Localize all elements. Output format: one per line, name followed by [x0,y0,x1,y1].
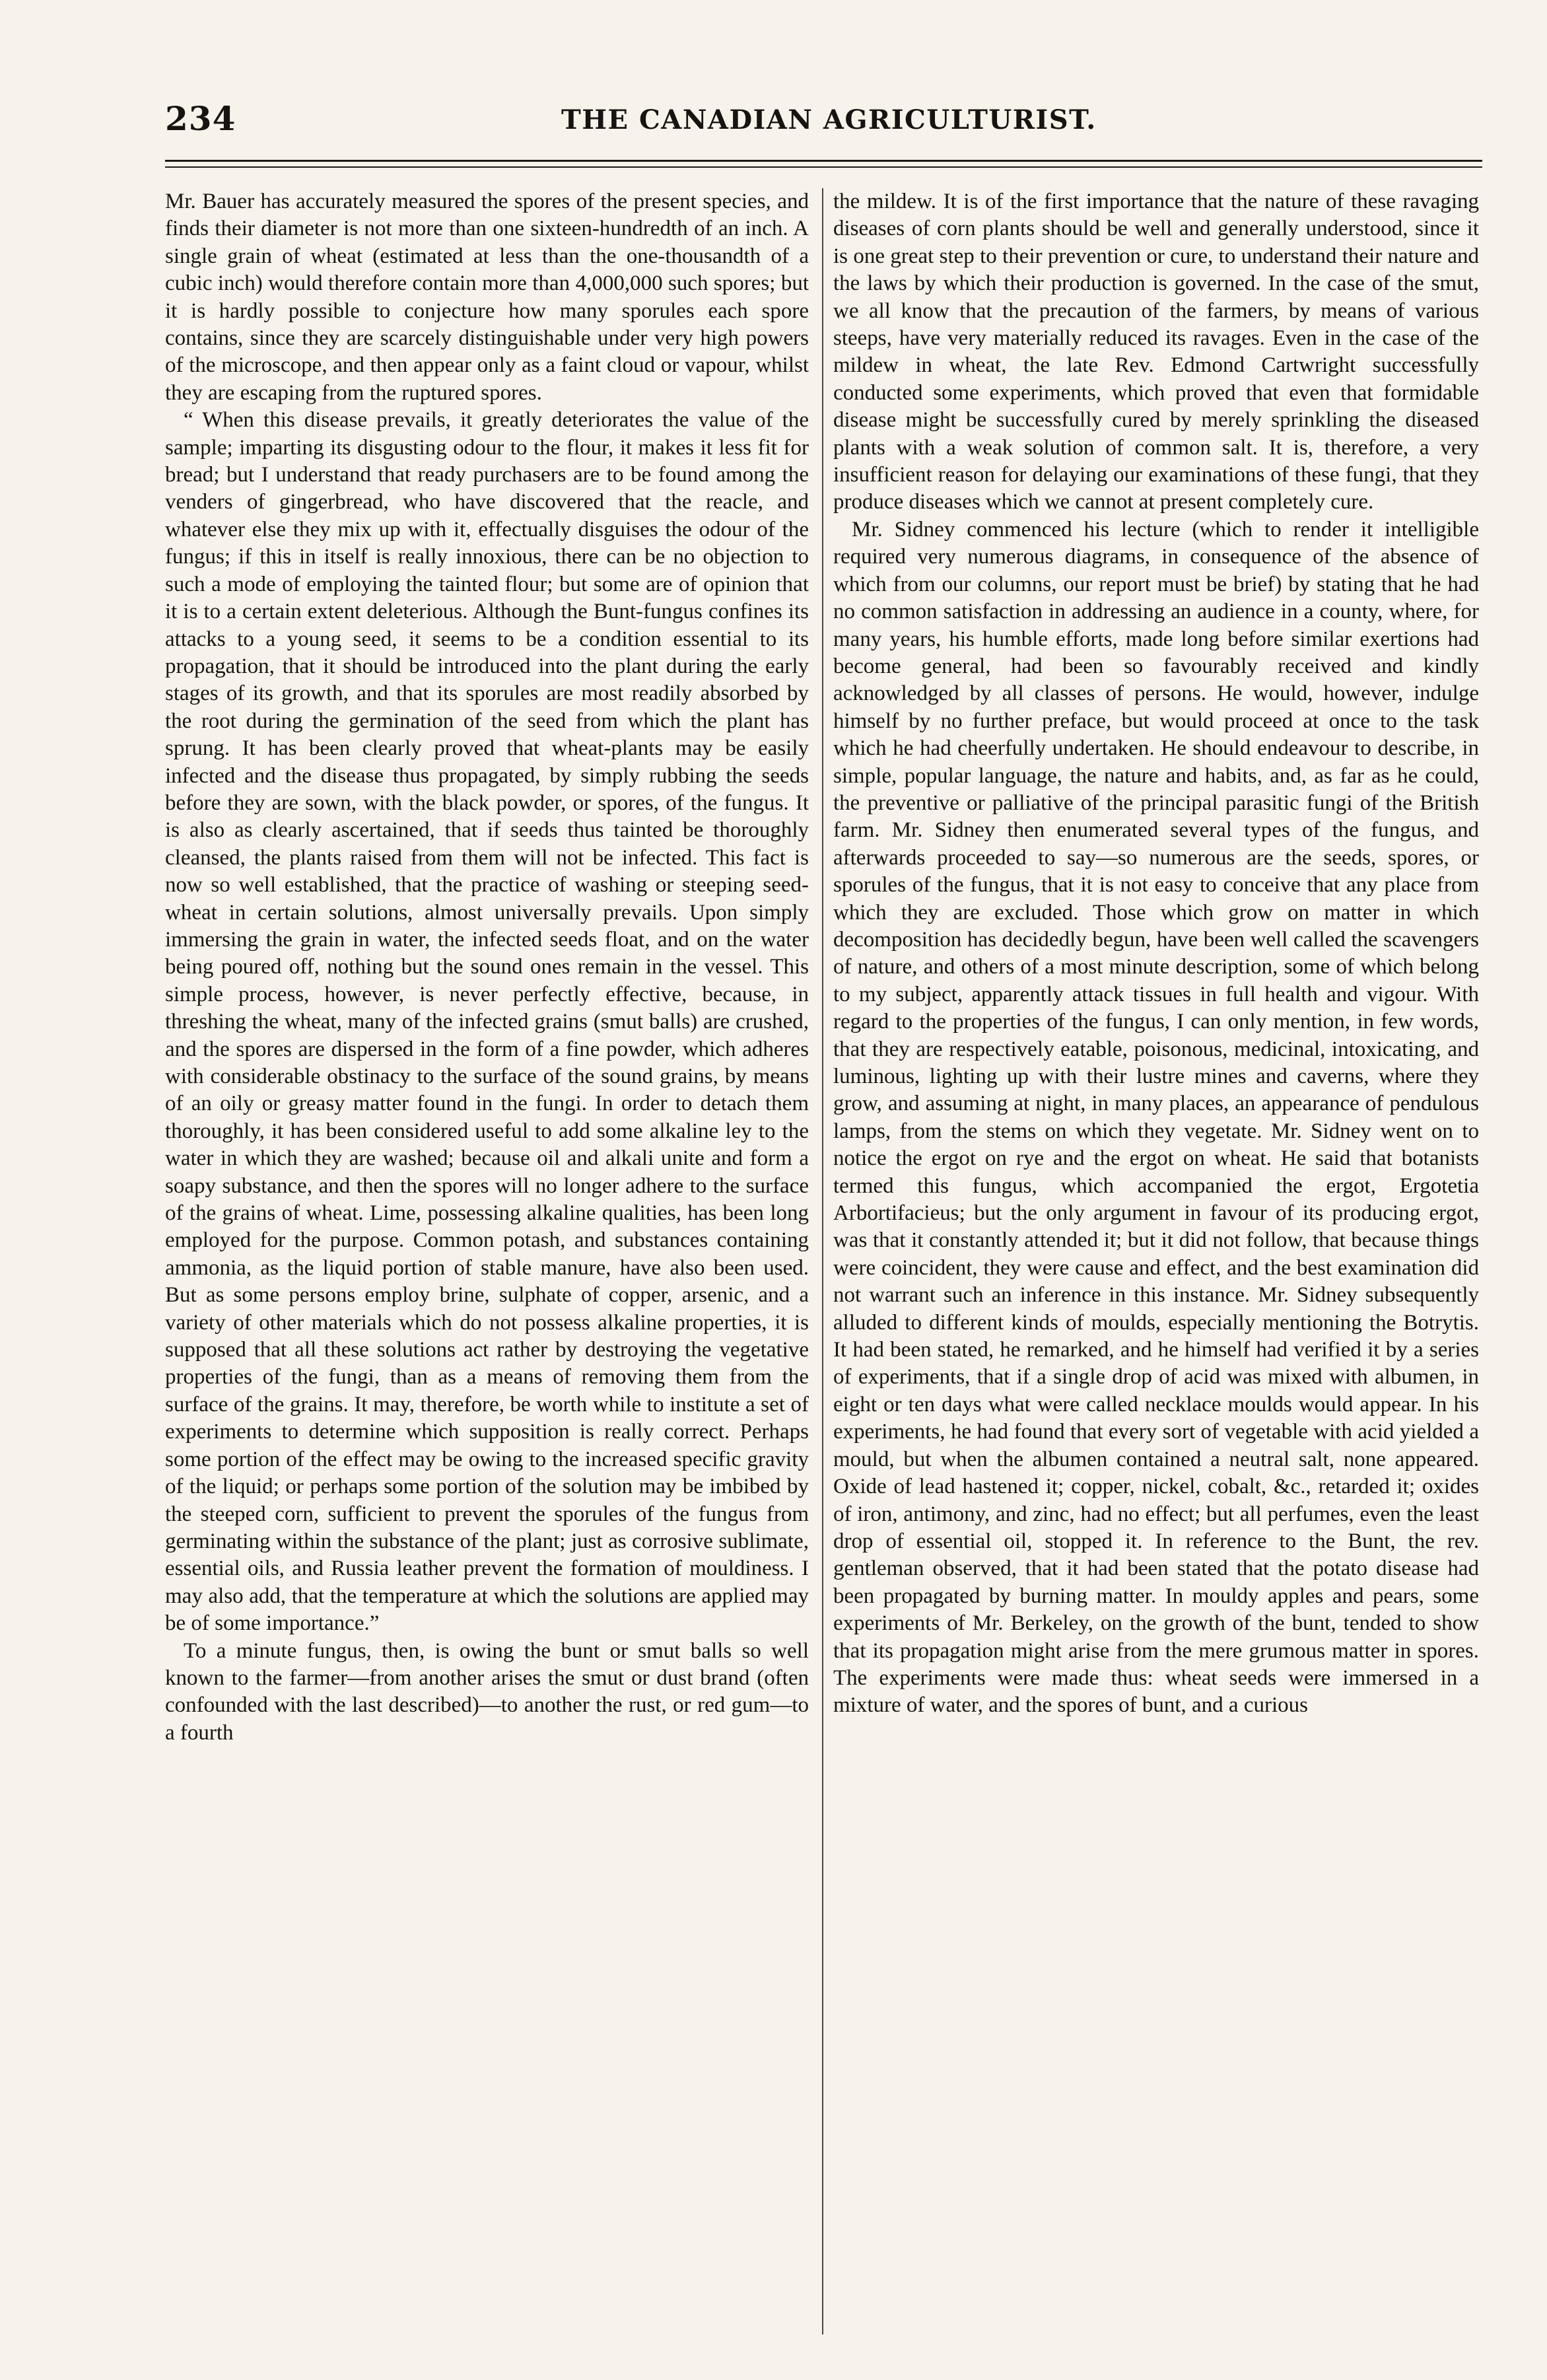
right-paragraph-mildew: the mildew. It is of the first importance that the nature of these ravaging diseases of corn plants should be well and generally understood, since it is one great step to their prevention or cure, to understand their nature and the laws by which their production is governed. In the case of the smut, we all know that the precaution of the farmers, by means of various steeps, have very materially reduced its ravages. Even in the case of the mildew in wheat, the late Rev. Edmond Cartwright successfully conducted some experiments, which proved that even that formidable disease might be successfully cured by merely sprinkling the diseased plants with a weak solution of common salt. It is, therefore, a very insufficient reason for delaying our examinations of these fungi, that they produce diseases which we cannot at present completely cure. [833,190,1479,514]
page-number: 234 [165,99,236,138]
right-paragraph-sidney-lecture: Mr. Sidney commenced his lecture (which to render it intelligible required very numerous diagrams, in consequence of the absence of which from our columns, our report must be brief) by stating that he had no common satisfaction in addressing an audience in a county, where, for many years, his humble efforts, made long before similar exertions had become general, had been so favourably received and kindly acknowledged by all classes of persons. He would, however, indulge himself by no further preface, but would proceed at once to the task which he had cheerfully undertaken. He should endeavour to describe, in simple, popular language, the nature and habits, and, as far as he could, the preventive or palliative of the principal parasitic fungi of the British farm. Mr. Sidney then enumerated several types of the fungus, and afterwards proceeded to say—so numerous are the seeds, spores, or sporules of the fungus, that it is not easy to conceive that any place from which they are excluded. Those which grow on matter in which decomposition has decidedly begun, have been well called the scavengers of nature, and others of a most minute description, some of which belong to my subject, apparently attack tissues in full health and vigour. With regard to the properties of the fungus, I can only mention, in few words, that they are respectively eatable, poisonous, medicinal, intoxicating, and luminous, lighting up with their lustre mines and caverns, where they grow, and assuming at night, in many places, an appearance of pendulous lamps, from the stems on which they vegetate. Mr. Sidney went on to notice the ergot on rye and the ergot on wheat. He said that botanists termed this fungus, which accompanied the ergot, Ergotetia Arbortifacieus; but the only argument in favour of its producing ergot, was that it constantly attended it; but it did not follow, that because things were coincident, they were cause and effect, and the best examination did not warrant such an inference in this instance. Mr. Sidney subsequently alluded to different kinds of moulds, especially mentioning the Botrytis. It had been stated, he remarked, and he himself had verified it by a series of experiments, that if a single drop of acid was mixed with albumen, in eight or ten days what were called necklace moulds would appear. In his experiments, he had found that every sort of vegetable with acid yielded a mould, but when the albumen contained a neutral salt, none appeared. Oxide of lead hastened it; copper, nickel, cobalt, &c., retarded it; oxides of iron, antimony, and zinc, had no effect; but all perfumes, even the least drop of essential oil, stopped it. In reference to the Bunt, the rev. gentleman observed, that it had been stated that the potato disease had been propagated by burning matter. In mouldy apples and pears, some experiments of Mr. Berkeley, on the growth of the bunt, tended to show that its propagation might arise from the mere grumous matter in spores. The experiments were made thus: wheat seeds were immersed in a mixture of water, and the spores of bunt, and a curious [833,517,1479,1718]
left-paragraph-disease-deterioration: “ When this disease prevails, it greatly deteriorates the value of the sample; imparting its disgusting odour to the flour, it makes it less fit for bread; but I understand that ready purchasers are to be found among the venders of gingerbread, who have discovered that the reacle, and whatever else they mix up with it, effectually disguises the odour of the fungus; if this in itself is really innoxious, there can be no objection to such a mode of employing the tainted flour; but some are of opinion that it is to a certain extent deleterious. Although the Bunt-fungus confines its attacks to a young seed, it seems to be a condition essential to its propagation, that it should be introduced into the plant during the early stages of its growth, and that its sporules are most readily absorbed by the root during the germination of the seed from which the plant has sprung. It has been clearly proved that wheat-plants may be easily infected and the disease thus propagated, by simply rubbing the seeds before they are sown, with the black powder, or spores, of the fungus. It is also as clearly ascertained, that if seeds thus tainted be thoroughly cleansed, the plants raised from them will not be infected. This fact is now so well established, that the practice of washing or steeping seed-wheat in certain solutions, almost universally prevails. Upon simply immersing the grain in water, the infected seeds float, and on the water being poured off, nothing but the sound ones remain in the vessel. This simple process, however, is never perfectly effective, because, in threshing the wheat, many of the infected grains (smut balls) are crushed, and the spores are dispersed in the form of a fine powder, which adheres with considerable obstinacy to the surface of the sound grains, by means of an oily or greasy matter found in the fungi. In order to detach them thoroughly, it has been considered useful to add some alkaline ley to the water in which they are washed; because oil and alkali unite and form a soapy substance, and then the spores will no longer adhere to the surface of the grains of wheat. Lime, possessing alkaline qualities, has been long employed for the purpose. Common potash, and substances containing ammonia, as the liquid portion of stable manure, have also been used. But as some persons employ brine, sulphate of copper, arsenic, and a variety of other materials which do not possess alkaline properties, it is supposed that all these solutions act rather by destroying the vegetative properties of the fungi, than as a means of removing them from the surface of the grains. It may, therefore, be worth while to institute a set of experiments to determine which supposition is really correct. Perhaps some portion of the effect may be owing to the increased specific gravity of the liquid; or perhaps some portion of the solution may be imbibed by the steeped corn, sufficient to prevent the sporules of the fungus from germinating within the substance of the plant; just as corrosive sublimate, essential oils, and Russia leather prevent the formation of mouldiness. I may also add, that the temperature at which the solutions are applied may be of some importance.” [165,408,809,1636]
right-text-column [833,188,1479,2341]
page-header [165,99,1479,145]
running-title: THE CANADIAN AGRICULTURIST. [561,104,1097,135]
header-rule-thin [165,166,1482,168]
left-text-column [165,188,809,2341]
left-paragraph-minute-fungus: To a minute fungus, then, is owing the bunt or smut balls so well known to the farmer—from another arises the smut or dust brand (often confounded with the last described)—to another the rust, or red gum—to a fourth [165,1638,809,1745]
column-divider [822,188,823,2334]
header-rule-thick [165,160,1482,162]
left-paragraph-bauer-spores: Mr. Bauer has accurately measured the spores of the present species, and finds their diameter is not more than one sixteen-hundredth of an inch. A single grain of wheat (estimated at less than the one-thousandth of a cubic inch) would therefore contain more than 4,000,000 such spores; but it is hardly possible to conjecture how many sporules each spore contains, since they are scarcely distinguishable under very high powers of the microscope, and then appear only as a faint cloud or vapour, whilst they are escaping from the ruptured spores. [165,190,809,405]
